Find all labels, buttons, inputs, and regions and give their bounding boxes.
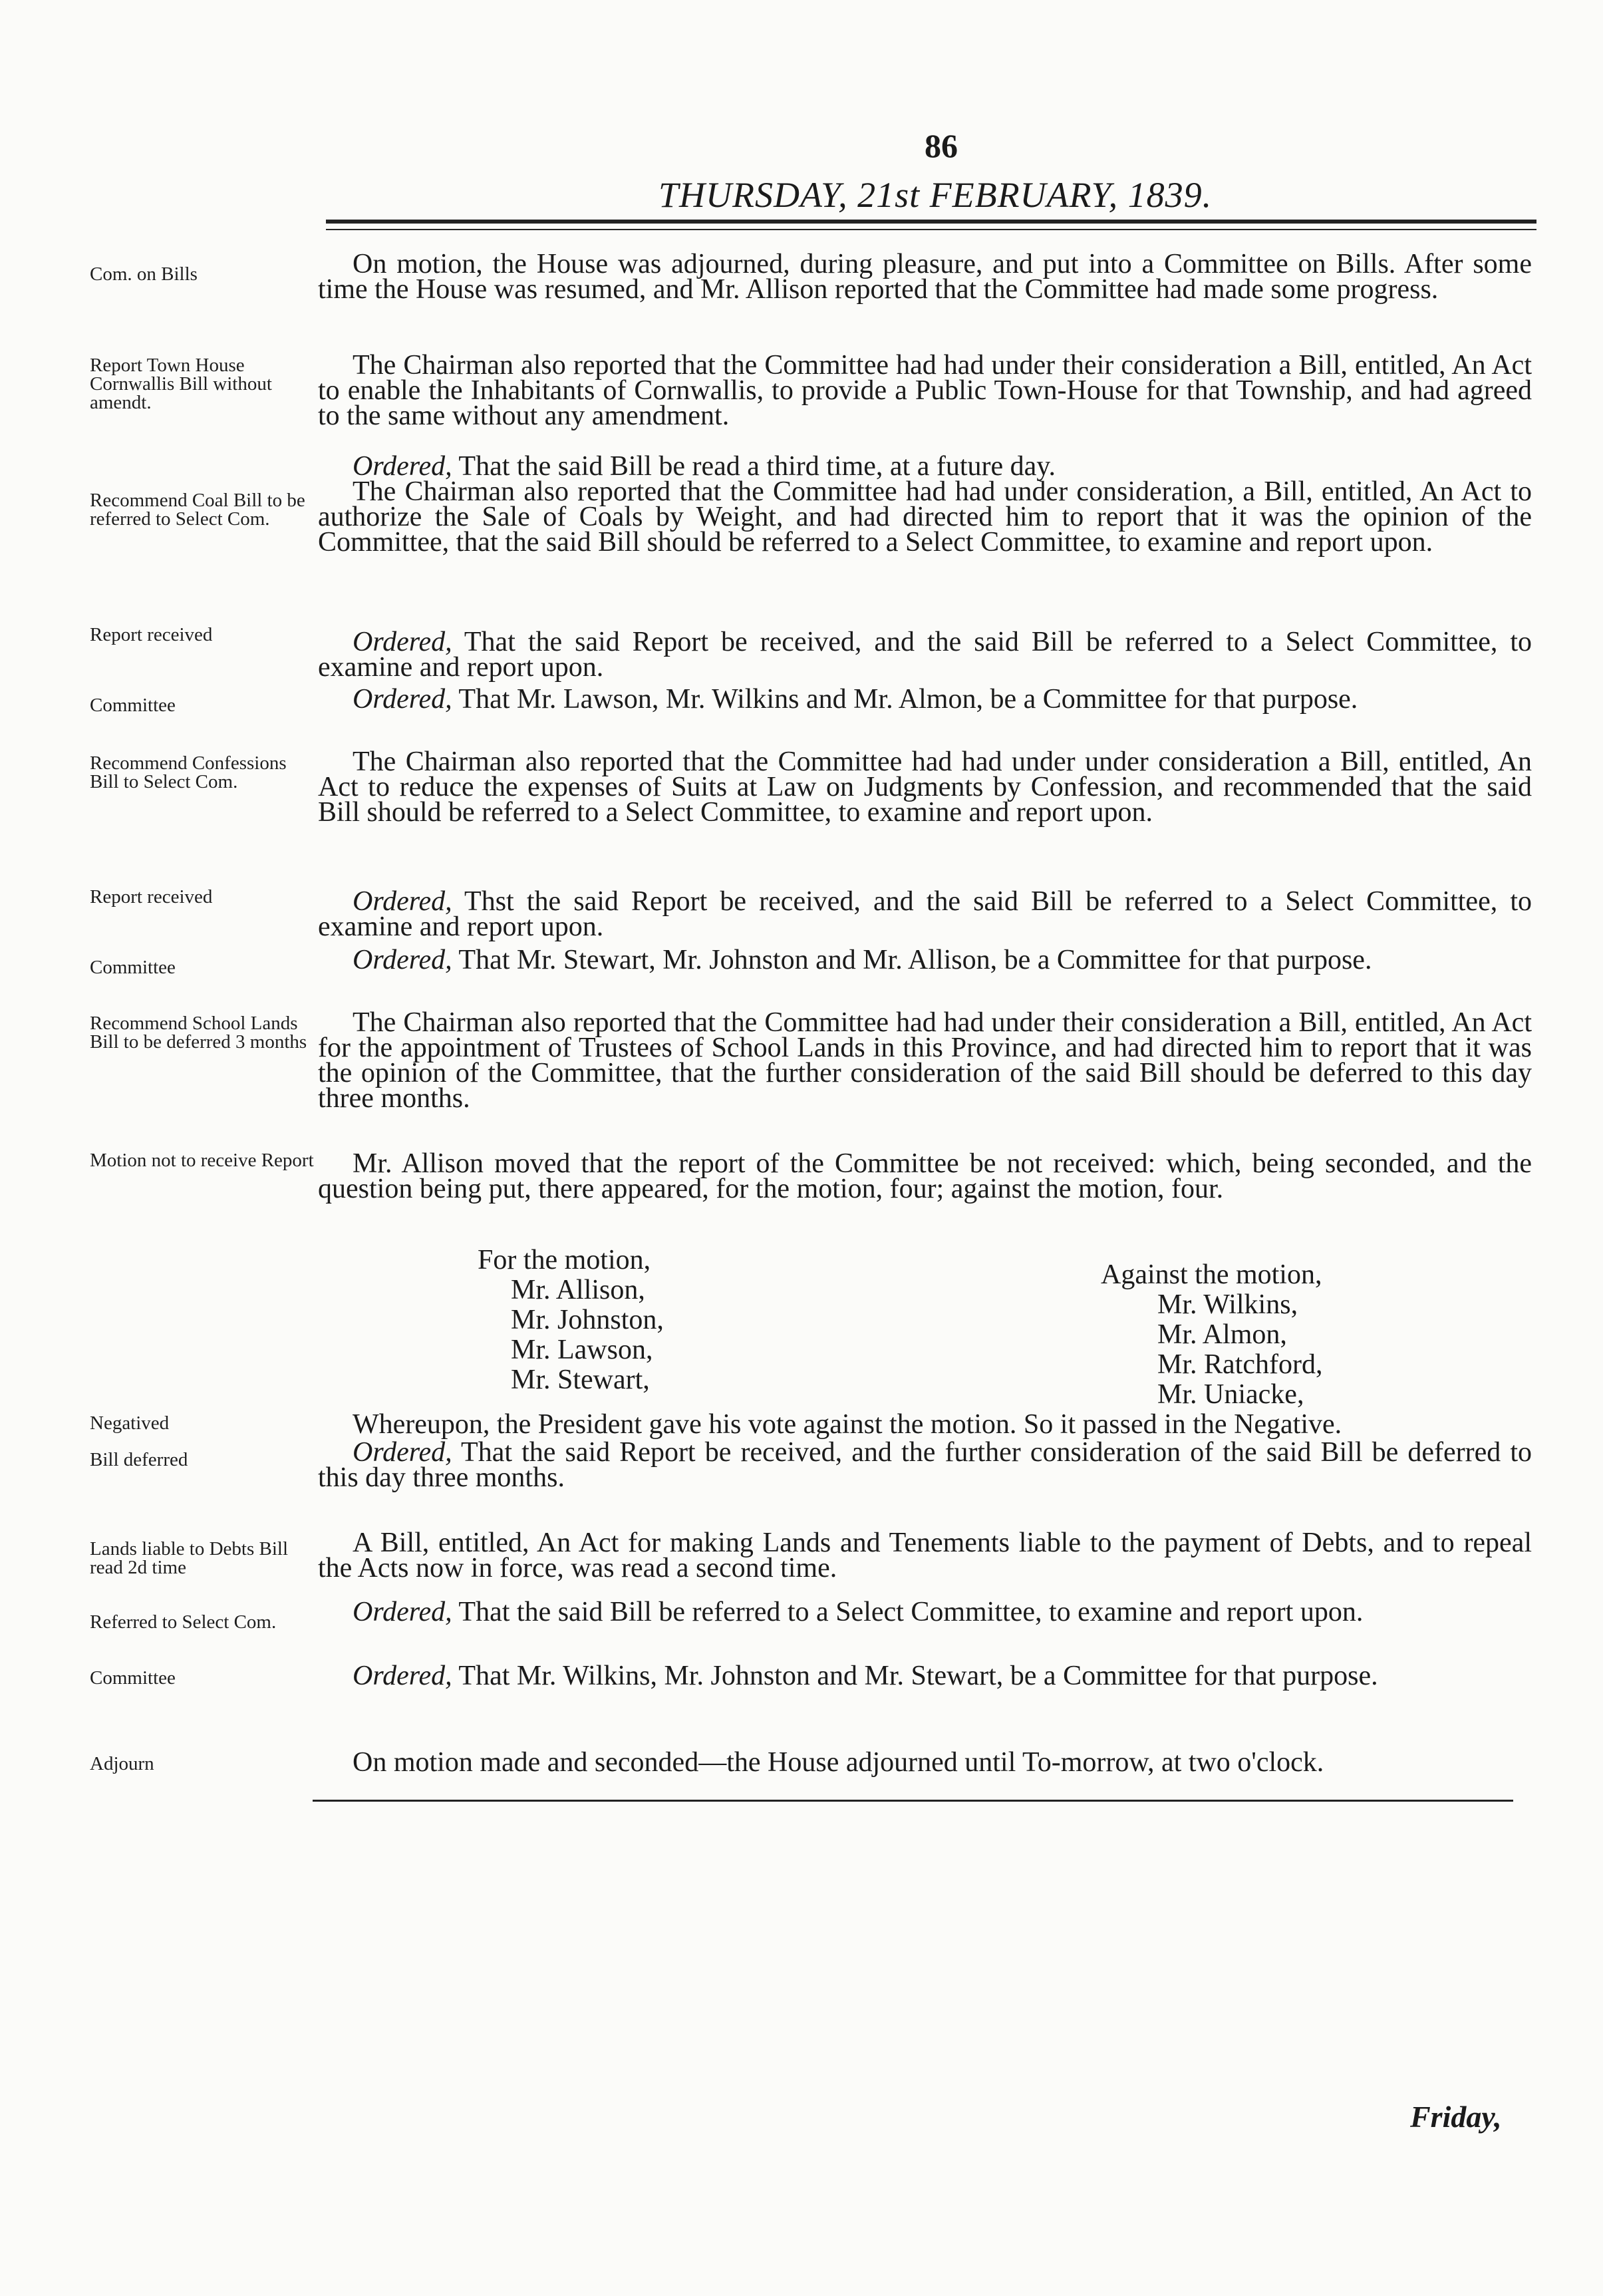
paragraph-adjourn: On motion made and seconded—the House adjourned until To-morrow, at two o'clock. <box>353 1747 1324 1778</box>
footer-rule <box>313 1800 1513 1802</box>
paragraph-lands-bill: A Bill, entitled, An Act for making Lands and Tenements liable to the payment of Debts, and to repeal the Acts now in force, was read a second time. <box>318 1528 1532 1583</box>
paragraph-confessions-ordered <box>318 886 1532 942</box>
margin-note-committee-2: Committee <box>90 957 176 978</box>
paragraph-coal-committee <box>318 684 1532 715</box>
paragraph-president-vote: Whereupon, the President gave his vote against the motion. So it passed in the Negative. <box>353 1409 1342 1440</box>
header-rule-thin <box>326 229 1536 230</box>
ordered-text: That Mr. Lawson, Mr. Wilkins and Mr. Almon, be a Committee for that purpose. <box>452 684 1358 715</box>
paragraph-motion: Mr. Allison moved that the report of the Committee be not received: which, being seconded, and the question being put, there appeared, for the motion, four; against the motion, four. <box>318 1148 1532 1204</box>
vote-for-name: Mr. Stewart, <box>511 1365 650 1395</box>
margin-note-report-received-1: Report received <box>90 624 213 645</box>
vote-for-name: Mr. Johnston, <box>511 1305 664 1335</box>
ordered-label: Ordered, <box>353 627 452 657</box>
ordered-text: Thst the said Report be received, and the said Bill be referred to a Select Committee, to examine and report upon. <box>318 886 1532 942</box>
vote-for-column <box>478 1245 664 1395</box>
ordered-label: Ordered, <box>353 1597 452 1627</box>
ordered-label: Ordered, <box>353 1661 452 1691</box>
vote-against-column <box>1101 1260 1322 1410</box>
ordered-label: Ordered, <box>353 945 452 975</box>
margin-note-adjourn: Adjourn <box>90 1753 154 1774</box>
margin-note-committee-3: Committee <box>90 1667 176 1689</box>
vote-for-heading: For the motion, <box>478 1245 651 1275</box>
paragraph-town-house-report: The Chairman also reported that the Committee had had under their consideration a Bill, entitled, An Act to enable the Inhabitants of Cornwallis, to provide a Public Town-House for that Township, and had agreed to the same without any amendment. <box>318 350 1532 431</box>
margin-note-bill-deferred: Bill deferred <box>90 1449 188 1470</box>
ordered-label: Ordered, <box>353 1437 452 1468</box>
margin-note-recommend-confessions: Recommend Confessions Bill to Select Com. <box>90 752 287 792</box>
ordered-label: Ordered, <box>353 886 452 917</box>
vote-against-name: Mr. Wilkins, <box>1157 1289 1298 1320</box>
vote-for-name: Mr. Allison, <box>511 1275 645 1305</box>
paragraph-coal-ordered <box>318 627 1532 683</box>
margin-note-negatived: Negatived <box>90 1412 170 1434</box>
ordered-label: Ordered, <box>353 684 452 715</box>
ordered-text: That the said Report be received, and the further consideration of the said Bill be deferred to this day three months. <box>318 1437 1532 1493</box>
paragraph-coal-report: The Chairman also reported that the Committee had had under consideration, a Bill, entitled, An Act to authorize the Sale of Coals by Weight, and had directed him to report that it was the opinion of the Committee, that the said Bill should be referred to a Select Committee, to examine and report upon. <box>318 476 1532 558</box>
paragraph-school-lands-report: The Chairman also reported that the Committee had had under their consideration a Bill, entitled, An Act for the appointment of Trustees of School Lands in this Province, and had directed him to report that it was the opinion of the Committee, that the further consideration of the said Bill should be deferred to this day three months. <box>318 1007 1532 1114</box>
ordered-text: That Mr. Stewart, Mr. Johnston and Mr. Allison, be a Committee for that purpose. <box>452 945 1372 975</box>
ordered-text: That Mr. Wilkins, Mr. Johnston and Mr. Stewart, be a Committee for that purpose. <box>452 1661 1378 1691</box>
margin-note-motion-not: Motion not to receive Report <box>90 1150 314 1171</box>
paragraph-confessions-report: The Chairman also reported that the Committee had had under under consideration a Bill, entitled, An Act to reduce the expenses of Suits at Law on Judgments by Confession, and recommended that the said Bill should be referred to a Select Committee, to examine and report upon. <box>318 746 1532 828</box>
margin-note-lands-liable: Lands liable to Debts Bill read 2d time <box>90 1538 289 1578</box>
margin-note-recommend-coal: Recommend Coal Bill to be referred to Select Com. <box>90 490 305 530</box>
paragraph-committee-on-bills: On motion, the House was adjourned, during pleasure, and put into a Committee on Bills. After some time the House was resumed, and Mr. Allison reported that the Committee had made some progress. <box>318 249 1532 305</box>
header-rule-thick <box>326 220 1536 224</box>
paragraph-lands-committee <box>318 1663 1532 1689</box>
vote-against-name: Mr. Almon, <box>1157 1319 1287 1350</box>
paragraph-report-deferred <box>318 1437 1532 1493</box>
ordered-text: That the said Bill be read a third time, at a future day. <box>452 451 1056 482</box>
vote-for-name: Mr. Lawson, <box>511 1335 653 1365</box>
vote-against-name: Mr. Uniacke, <box>1157 1379 1304 1410</box>
paragraph-confessions-committee <box>318 947 1532 973</box>
catchword: Friday, <box>1410 2100 1502 2134</box>
vote-against-heading: Against the motion, <box>1101 1259 1322 1290</box>
margin-note-report-town-house: Report Town House Cornwallis Bill without amendt. <box>90 355 272 413</box>
ordered-label: Ordered, <box>353 451 452 482</box>
ordered-text: That the said Bill be referred to a Select Committee, to examine and report upon. <box>452 1597 1364 1627</box>
margin-note-recommend-school: Recommend School Lands Bill to be deferred 3 months <box>90 1013 307 1053</box>
margin-note-committee-1: Committee <box>90 695 176 716</box>
vote-against-name: Mr. Ratchford, <box>1157 1349 1323 1380</box>
paragraph-third-reading <box>318 451 1532 482</box>
page-heading: THURSDAY, 21st FEBRUARY, 1839. <box>658 175 1213 215</box>
page-number: 86 <box>925 127 958 164</box>
margin-note-referred-select: Referred to Select Com. <box>90 1611 277 1633</box>
paragraph-lands-referred <box>318 1599 1532 1625</box>
margin-note-com-on-bills: Com. on Bills <box>90 263 198 285</box>
margin-note-report-received-2: Report received <box>90 886 213 907</box>
ordered-text: That the said Report be received, and the said Bill be referred to a Select Committee, to examine and report upon. <box>318 627 1532 683</box>
